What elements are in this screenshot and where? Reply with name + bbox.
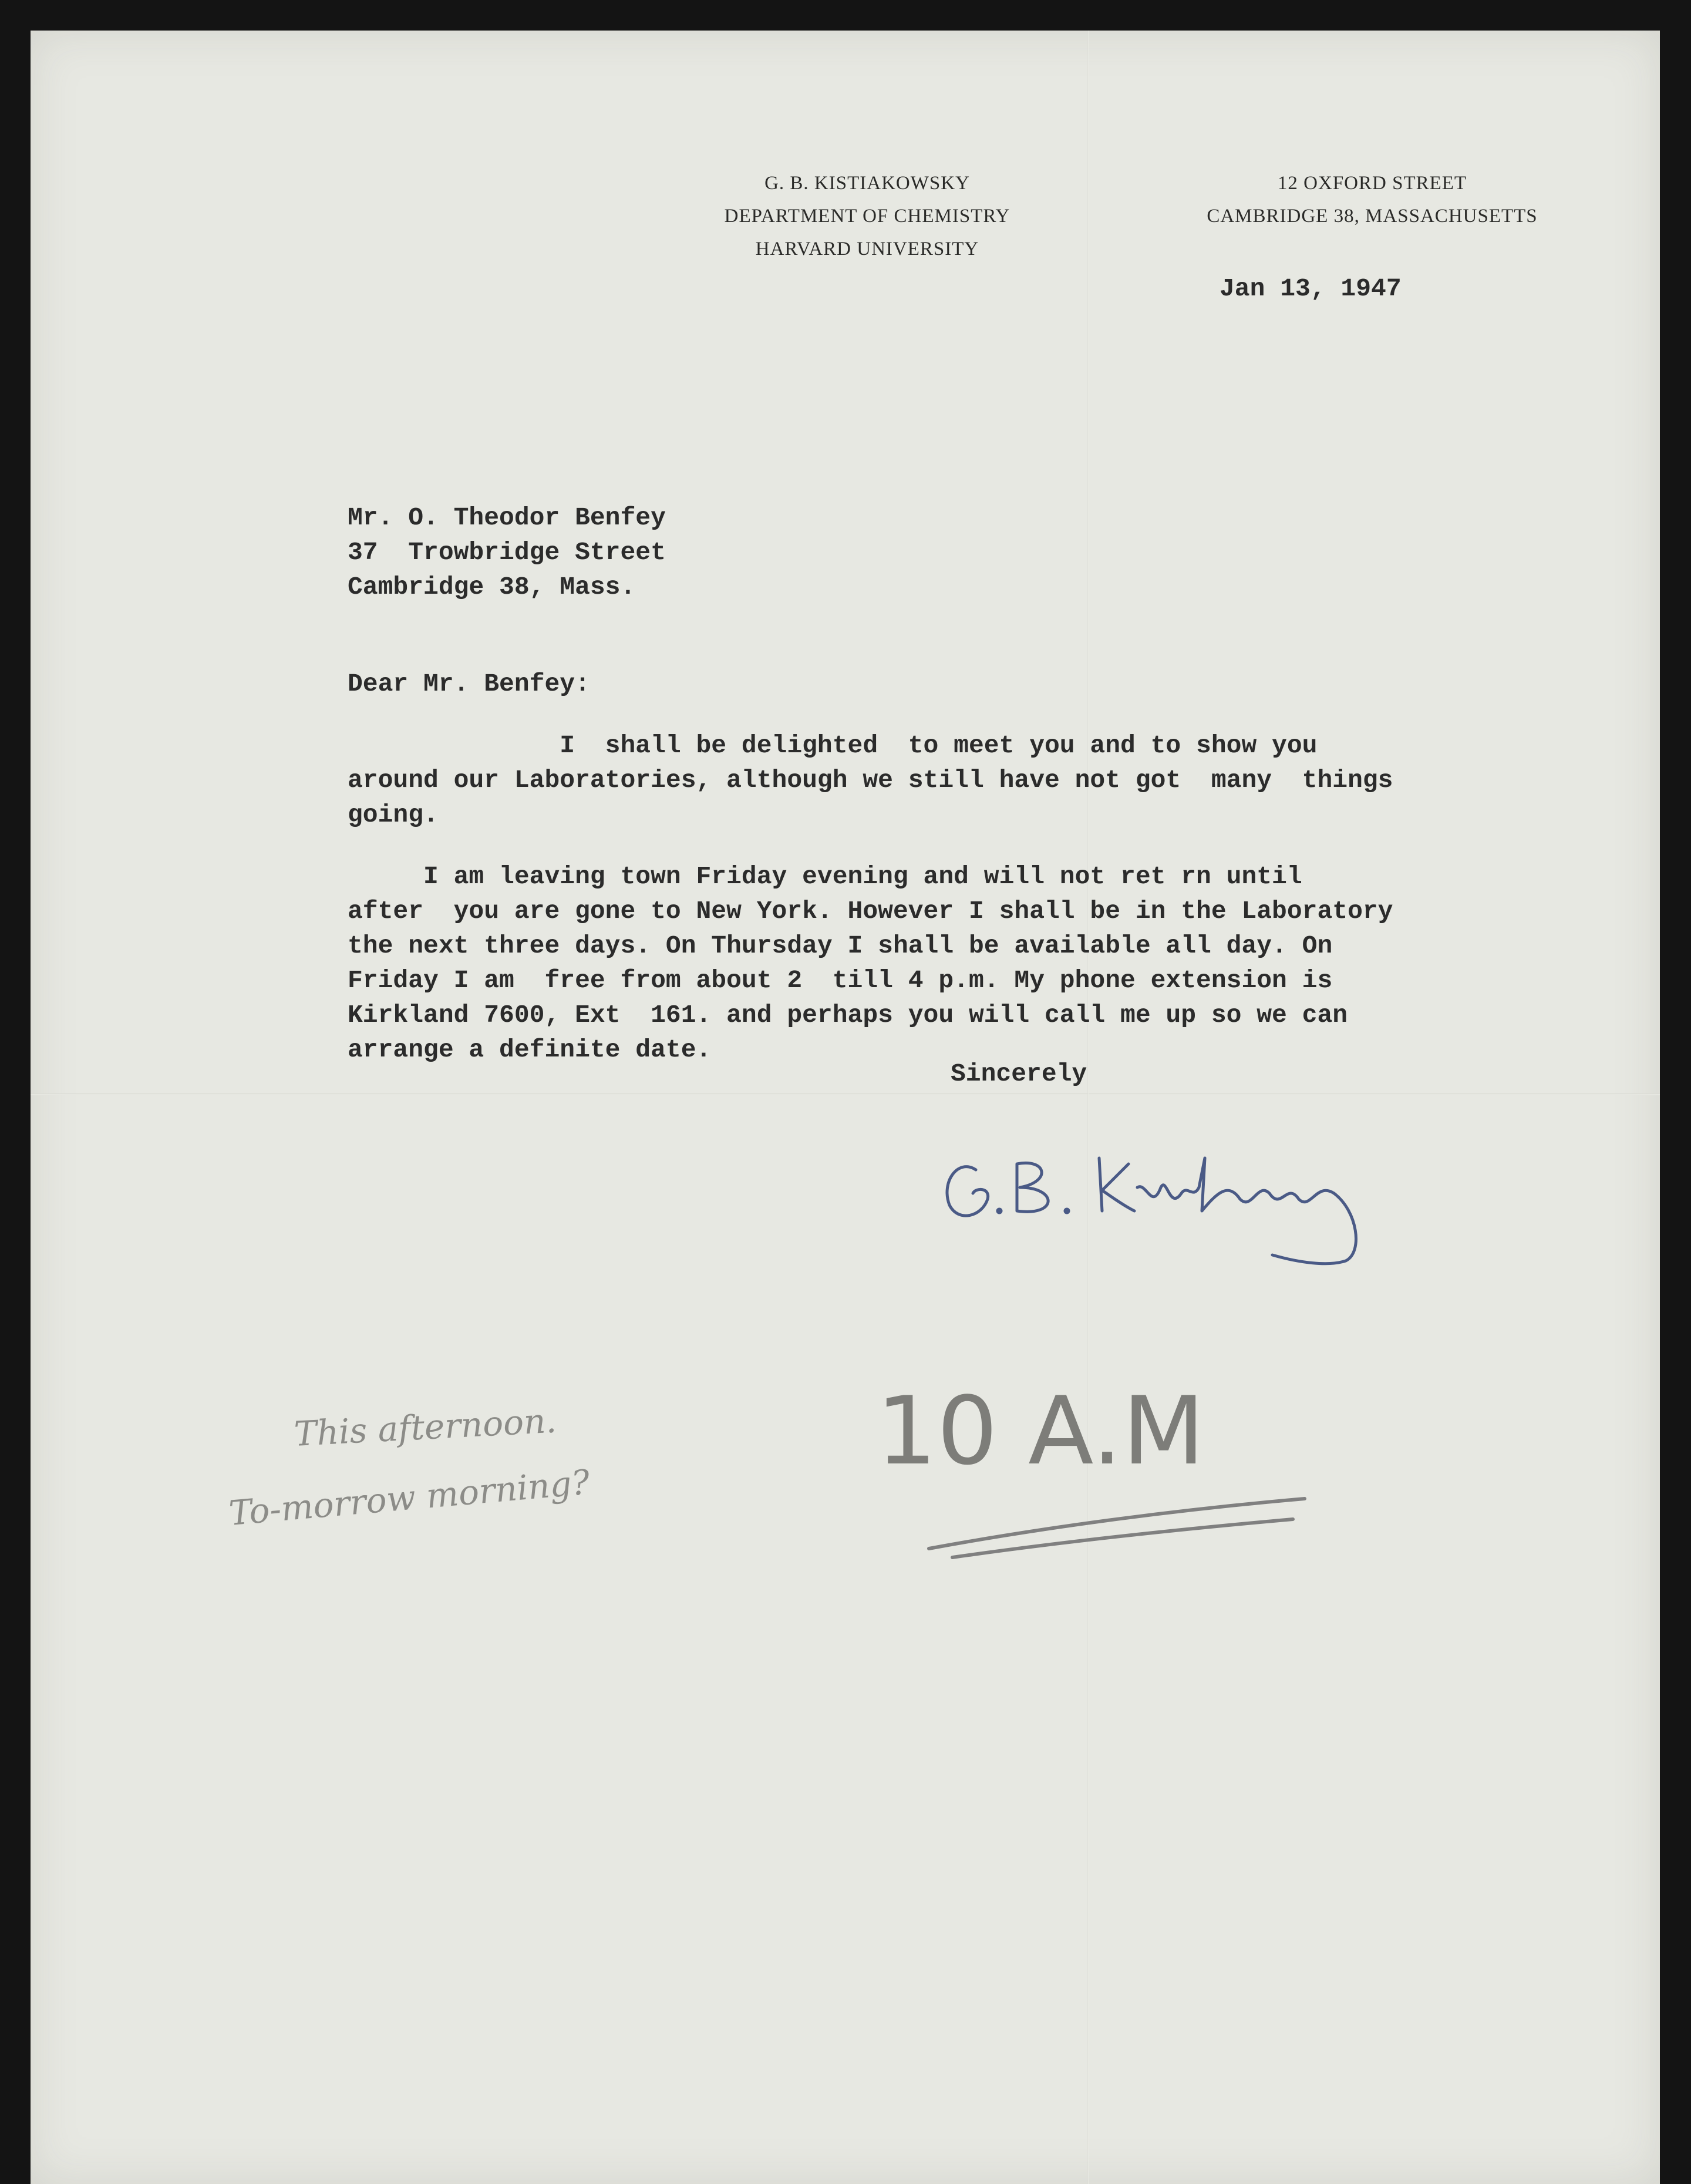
letterhead-sender xyxy=(647,167,1087,265)
fold-line-vertical xyxy=(1087,31,1089,2184)
body-line: going. xyxy=(348,800,439,829)
body-line: I am leaving town Friday evening and will not ret rn until xyxy=(348,862,1302,891)
letterhead-university: HARVARD UNIVERSITY xyxy=(755,238,979,260)
recipient-city: Cambridge 38, Mass. xyxy=(348,573,636,601)
pencil-note-afternoon: This afternoon. xyxy=(293,1400,558,1454)
letter-body xyxy=(348,728,1393,1067)
pencil-time-svg xyxy=(864,1369,1369,1593)
paragraph-gap xyxy=(348,832,1393,859)
pencil-time-note xyxy=(864,1369,1369,1593)
recipient-street: 37 Trowbridge Street xyxy=(348,538,666,567)
signature xyxy=(935,1123,1393,1276)
signature-scribble xyxy=(935,1123,1393,1276)
salutation: Dear Mr. Benfey: xyxy=(348,669,590,698)
body-line: the next three days. On Thursday I shall be available all day. On xyxy=(348,931,1333,960)
fold-line-horizontal xyxy=(31,1093,1660,1095)
closing: Sincerely xyxy=(951,1059,1087,1088)
letterhead-department: DEPARTMENT OF CHEMISTRY xyxy=(724,206,1010,227)
letterhead-city: CAMBRIDGE 38, MASSACHUSETTS xyxy=(1207,206,1538,227)
body-line: arrange a definite date. xyxy=(348,1035,712,1064)
letterhead-street: 12 OXFORD STREET xyxy=(1277,173,1467,194)
pencil-note-time: 10 A.M xyxy=(876,1376,1205,1486)
body-line: around our Laboratories, although we still have not got many things xyxy=(348,766,1393,795)
body-line: I shall be delighted to meet you and to show you xyxy=(348,731,1318,760)
pencil-notes-svg xyxy=(195,1369,723,1593)
letterhead-address xyxy=(1149,167,1595,233)
recipient-name: Mr. O. Theodor Benfey xyxy=(348,503,666,532)
pencil-notes xyxy=(195,1369,723,1593)
recipient-address xyxy=(348,500,666,604)
letterhead-name: G. B. KISTIAKOWSKY xyxy=(764,173,970,194)
pencil-underline xyxy=(929,1499,1305,1557)
letter-date: Jan 13, 1947 xyxy=(1220,274,1402,303)
body-line: Friday I am free from about 2 till 4 p.m. My phone extension is xyxy=(348,966,1333,995)
body-line: after you are gone to New York. However I shall be in the Laboratory xyxy=(348,897,1393,926)
body-line: Kirkland 7600, Ext 161. and perhaps you will call me up so we can xyxy=(348,1001,1348,1029)
pencil-note-tomorrow: To-morrow morning? xyxy=(227,1462,592,1533)
letter-page xyxy=(31,31,1660,2184)
